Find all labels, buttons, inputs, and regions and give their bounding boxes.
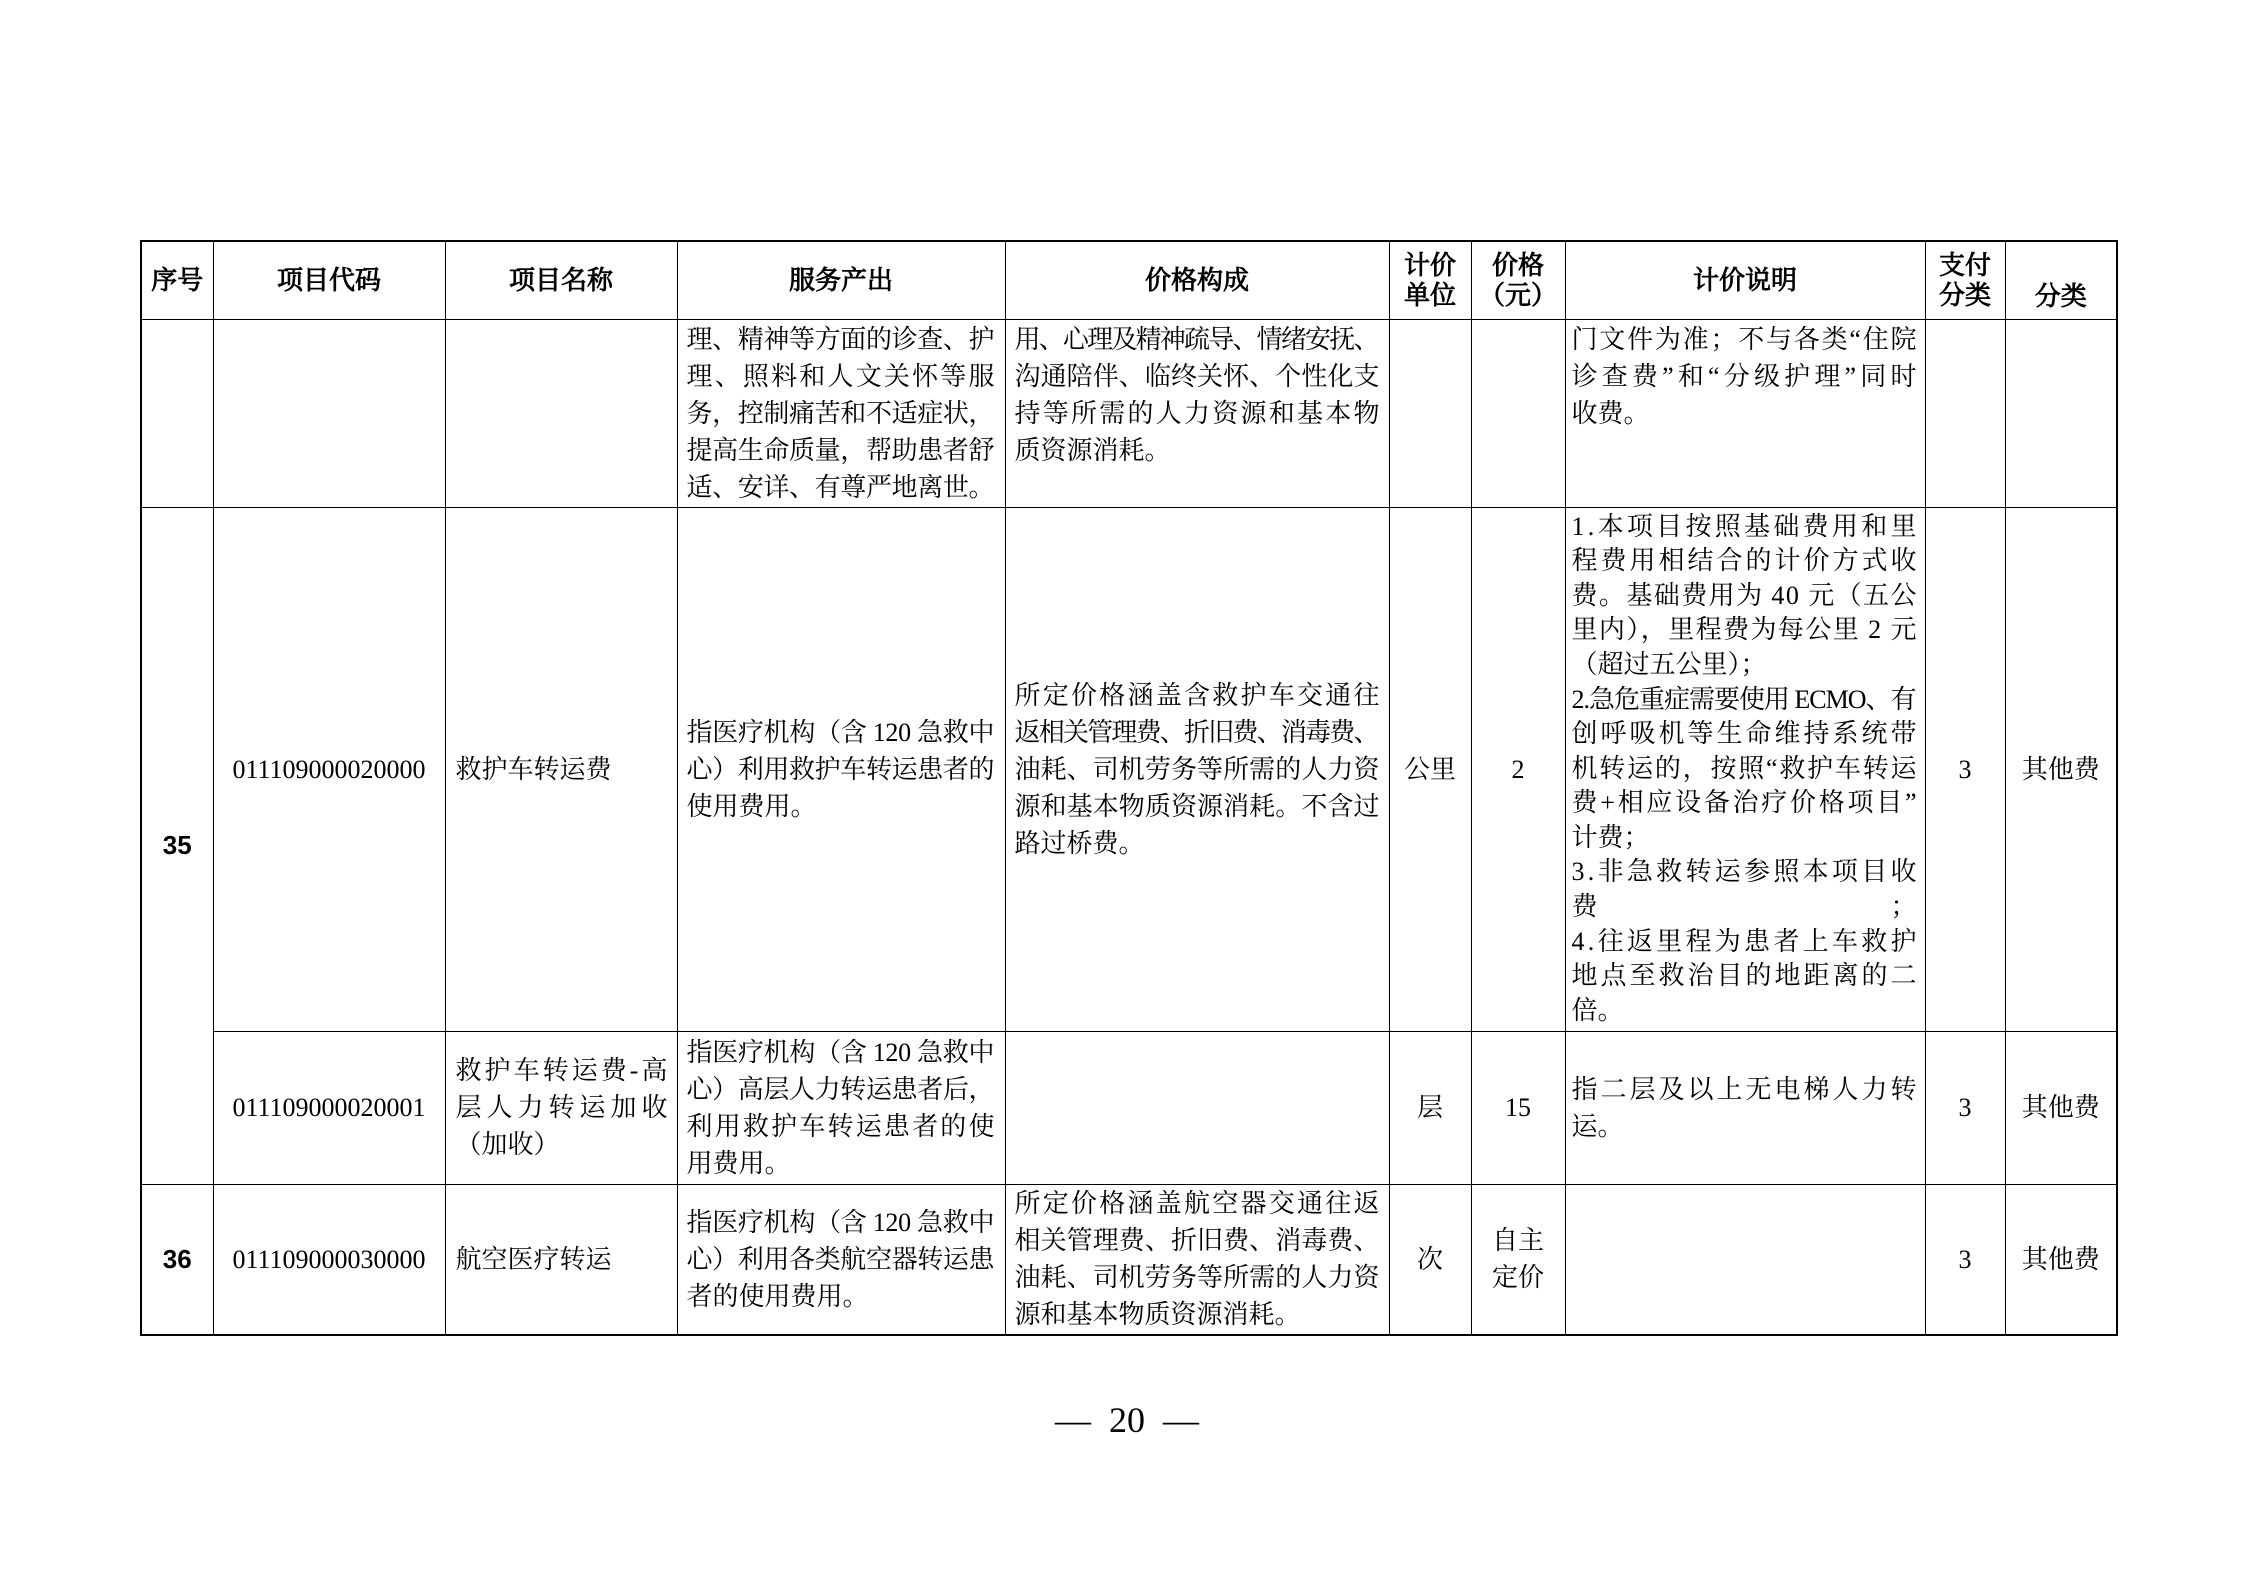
table-row [141,319,2117,507]
text-line: 用、心理及精神疏导、情绪安抚、 [1014,324,1378,354]
text-line: 地点至救治目的地距离的二 [1571,961,1920,991]
price-line: 自主 [1491,1226,1544,1256]
text-line: 油耗、司机劳务等所需的人力资 [1014,754,1380,784]
text-line: （超过五公里）； [1571,649,1767,679]
text-line: 相关管理费、折旧费、消毒费、 [1014,1226,1380,1256]
text-line: 指医疗机构（含 120 急救中 [686,1207,995,1237]
payment-class-cell: 3 [1925,1031,2005,1184]
code-cell [213,319,445,507]
text-line: 费； [1571,892,2210,922]
text-line: 提高生命质量，帮助患者舒 [686,435,995,465]
category-cell: 其他费 [2005,1031,2117,1184]
name-cell [445,1031,677,1184]
text-line: 源和基本物质资源消耗。 [1014,1300,1301,1330]
code-cell: 011109000030000 [213,1184,445,1335]
text-line: 油耗、司机劳务等所需的人力资 [1014,1263,1380,1293]
text-line: 用费用。 [686,1148,791,1178]
price-cell: 2 [1471,507,1565,1031]
table-row [141,1031,2117,1184]
seq-cell: 36 [141,1184,213,1335]
price-line: 定价 [1491,1263,1544,1293]
service-output-cell [677,319,1005,507]
service-output-cell [677,1031,1005,1184]
text-line: 使用费用。 [686,791,817,821]
service-output-cell [677,507,1005,1031]
text-line: 救护车转运费 [455,754,612,784]
unit-cell: 层 [1389,1031,1471,1184]
service-output-cell [677,1184,1005,1335]
header-unit-line: 单位 [1403,280,1456,311]
price-cell [1471,319,1565,507]
header-price-line: 价格 [1491,250,1544,281]
text-line: 质资源消耗。 [1014,435,1171,465]
text-line: 适、安详、有尊严地离世。 [686,472,995,502]
text-line: 机转运的，按照“救护车转运 [1571,753,1919,783]
text-line: 门文件为准；不与各类“住院 [1571,324,1919,354]
code-cell: 011109000020000 [213,507,445,1031]
pricing-note-cell [1565,1184,1925,1335]
table-row [141,1184,2117,1335]
price-composition-cell [1005,507,1389,1031]
header-code: 项目代码 [213,241,445,319]
header-unit-line: 计价 [1403,250,1456,281]
header-unit [1389,241,1471,319]
text-line: 所定价格涵盖航空器交通往返 [1014,1189,1382,1219]
header-price-composition: 价格构成 [1005,241,1389,319]
code-cell: 011109000020001 [213,1031,445,1184]
pricing-table [140,240,2210,1336]
text-line: 务，控制痛苦和不适症状， [686,398,995,428]
unit-cell: 次 [1389,1184,1471,1335]
name-cell [445,507,677,1031]
header-price-line: （元） [1478,280,1557,311]
header-price [1471,241,1565,319]
header-name: 项目名称 [445,241,677,319]
table-row [141,507,2117,1031]
text-line: 所定价格涵盖含救护车交通往 [1014,680,1382,710]
text-line: 指医疗机构（含 120 急救中 [686,717,995,747]
unit-cell: 公里 [1389,507,1471,1031]
text-line: 诊查费”和“分级护理”同时 [1571,361,1921,391]
header-seq: 序号 [141,241,213,319]
payment-class-cell: 3 [1925,507,2005,1031]
text-line: （加收） [455,1130,560,1159]
unit-cell [1389,319,1471,507]
text-line: 者的使用费用。 [686,1281,869,1311]
text-line: 指医疗机构（含 120 急救中 [686,1037,995,1067]
category-cell: 其他费 [2005,1184,2117,1335]
text-line: 运。 [1571,1111,1624,1141]
seq-cell: 35 [141,507,213,1184]
text-line: 费。基础费用为 40 元（五公 [1571,580,1918,610]
price-cell: 15 [1471,1031,1565,1184]
header-payment-class-line: 支付 [1938,250,1991,281]
category-cell [2005,319,2117,507]
text-line: 理、精神等方面的诊查、护 [686,324,995,354]
category-cell: 其他费 [2005,507,2117,1031]
text-line: 层人力转运加收 [455,1093,673,1122]
text-line: 3.非急救转运参照本项目收 [1571,857,1920,887]
header-payment-class-line: 分类 [1938,280,1991,311]
text-line: 路过桥费。 [1014,828,1145,858]
payment-class-cell: 3 [1925,1184,2005,1335]
price-composition-cell [1005,1031,1389,1184]
text-line: 源和基本物质资源消耗。不含过 [1014,791,1380,821]
text-line: 创呼吸机等生命维持系统带 [1571,719,1920,749]
price-composition-cell [1005,1184,1389,1335]
payment-class-cell [1925,319,2005,507]
text-line: 救护车转运费-高 [455,1056,671,1085]
text-line: 持等所需的人力资源和基本物 [1014,398,1382,428]
header-service-output: 服务产出 [677,241,1005,319]
name-cell [445,1184,677,1335]
price-composition-cell [1005,319,1389,507]
text-line: 计费； [1571,822,1650,852]
text-line: 里内），里程费为每公里 2 元 [1571,615,1918,645]
text-line: 费+相应设备治疗价格项目” [1571,788,1920,818]
seq-cell [141,319,213,507]
text-line: 2.急危重症需要使用 ECMO、有 [1571,684,1916,714]
text-line: 4.往返里程为患者上车救护 [1571,926,1920,956]
price-cell [1471,1184,1565,1335]
header-pricing-note: 计价说明 [1565,241,1925,319]
text-line: 返相关管理费、折旧费、消毒费、 [1014,717,1378,747]
text-line: 指二层及以上无电梯人力转 [1571,1074,1920,1104]
text-line: 倍。 [1571,995,1624,1025]
text-line: 沟通陪伴、临终关怀、个性化支 [1014,361,1380,391]
pricing-note-cell [1565,319,1925,507]
header-payment-class [1925,241,2005,319]
text-line: 利用救护车转运患者的使 [686,1111,997,1141]
text-line: 心）利用救护车转运患者的 [686,754,995,784]
text-line: 收费。 [1571,398,1650,428]
text-line: 心）利用各类航空器转运患 [686,1244,995,1274]
header-row [141,241,2117,319]
page-number: — 20 — [1055,1400,1199,1440]
name-cell [445,319,677,507]
pricing-note-cell [1565,1031,1925,1184]
text-line: 心）高层人力转运患者后， [686,1074,995,1104]
text-line: 1.本项目按照基础费用和里 [1571,511,1920,541]
text-line: 程费用相结合的计价方式收 [1571,546,1920,576]
header-category: 分类 [2005,241,2117,319]
text-line: 理、照料和人文关怀等服 [686,361,997,391]
text-line: 航空医疗转运 [455,1244,612,1274]
